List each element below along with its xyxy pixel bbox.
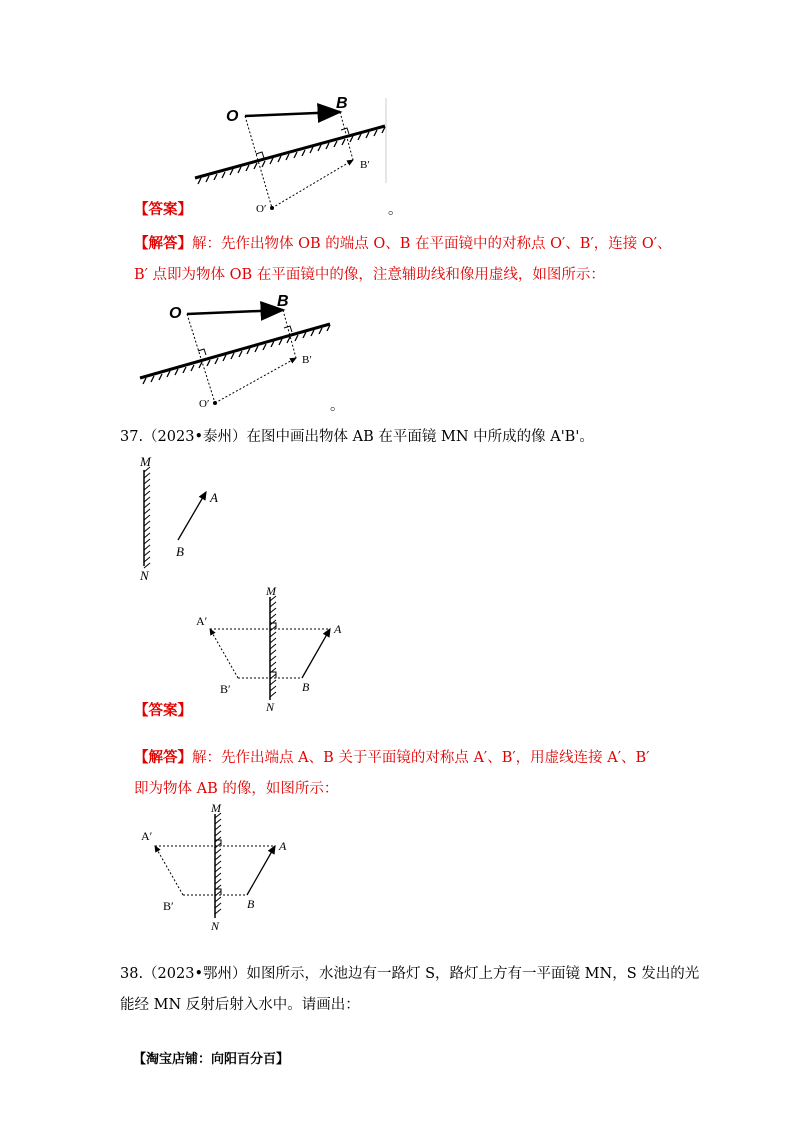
- q37-explain-text1: 解：先作出端点 A、B 关于平面镜的对称点 A′、B′，用虚线连接 A′、B′: [192, 750, 650, 766]
- q37e-label-b-prime: B′: [163, 899, 174, 913]
- q36-answer-figure: [190, 88, 400, 218]
- q36e-label-b: B: [277, 293, 289, 310]
- q37-question: 37.（2023•泰州）在图中画出物体 AB 在平面镜 MN 中所成的像 A'B'。: [120, 429, 594, 445]
- q37-label-b: B: [176, 544, 184, 559]
- q37-answer-label: 【答案】: [134, 702, 192, 719]
- q36e-label-o: O: [169, 305, 182, 322]
- q37a-label-a: A: [334, 622, 342, 636]
- q36-answer-label: 【答案】: [134, 201, 192, 218]
- q37-label-a: A: [210, 490, 218, 505]
- q36e-label-b-prime: B′: [302, 354, 312, 366]
- q38-question-line1: 38.（2023•鄂州）如图所示，水池边有一路灯 S，路灯上方有一平面镜 MN，S 发出的光: [120, 966, 700, 982]
- q37-explanation-line2: 即为物体 AB 的像，如图所示：: [134, 781, 339, 797]
- q36-explain-text1: 解：先作出物体 OB 的端点 O、B 在平面镜中的对称点 O′、B′，连接 O′、: [192, 236, 672, 252]
- q37-label-m: M: [140, 454, 151, 469]
- q36-label-o-prime: O′: [256, 203, 267, 215]
- q36-explanation-figure: [135, 288, 345, 413]
- q37a-label-b-prime: B′: [220, 682, 231, 696]
- q38-question-line2: 能经 MN 反射后射入水中。请画出：: [120, 997, 360, 1013]
- q37e-label-a-prime: A′: [141, 829, 153, 843]
- footer-shop-name: 【淘宝店铺：向阳百分百】: [133, 1052, 290, 1067]
- q36-explanation-line2: B′ 点即为物体 OB 在平面镜中的像，注意辅助线和像用虚线，如图所示：: [134, 267, 605, 283]
- q37a-label-b: B: [302, 680, 310, 694]
- q37-question-figure: [130, 450, 240, 585]
- q36-answer-end: 。: [388, 202, 403, 218]
- q36-explain-label: 【解答】: [134, 235, 192, 252]
- q36-label-b: B: [336, 95, 348, 112]
- q37e-label-n: N: [211, 919, 220, 932]
- q37e-label-a: A: [279, 839, 287, 853]
- q37a-label-n: N: [266, 700, 275, 714]
- q37e-label-b: B: [247, 897, 255, 911]
- q36-label-b-prime: B′: [360, 159, 370, 171]
- q37-explanation-line1: [134, 748, 649, 768]
- q37-label-n: N: [140, 568, 149, 583]
- q37a-label-m: M: [266, 585, 276, 598]
- q37-explain-label: 【解答】: [134, 749, 192, 766]
- q36-explanation-line1: [134, 234, 672, 254]
- q37-answer-figure: [190, 585, 370, 715]
- q36-label-o: O: [226, 108, 239, 125]
- q36-explain-end: 。: [330, 398, 345, 414]
- q37-explanation-figure: [135, 800, 315, 932]
- q37a-label-a-prime: A′: [196, 614, 208, 628]
- q36e-label-o-prime: O′: [199, 398, 210, 410]
- q37e-label-m: M: [211, 801, 221, 815]
